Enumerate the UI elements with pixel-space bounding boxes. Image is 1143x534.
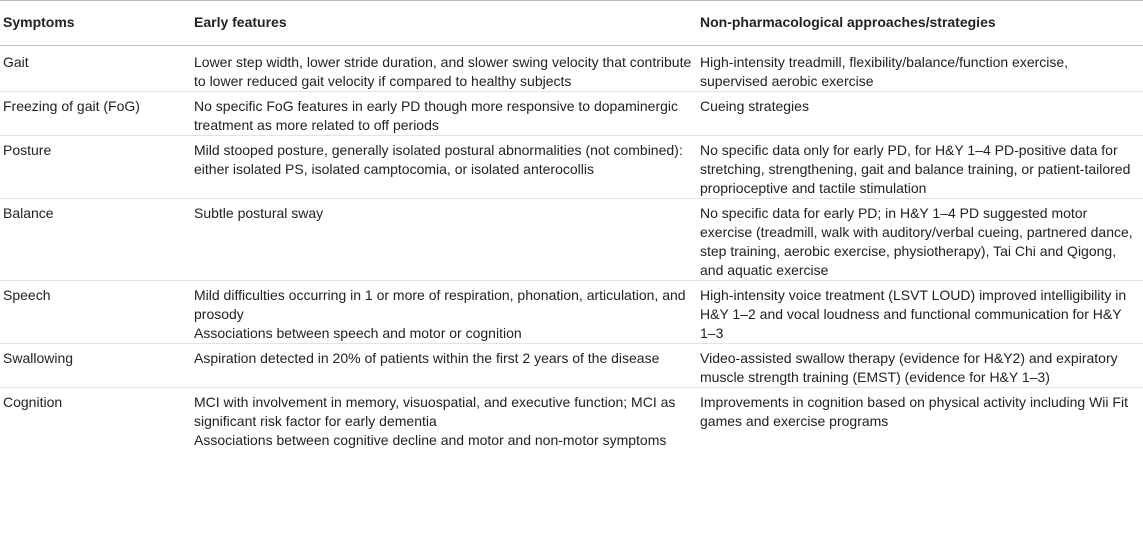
approach-text: No specific data only for early PD, for H&Y 1–4 PD-positive data for stretching, strengthening, gait and balance training, or patient-tailored proprioceptive and tactile stimulation [700,142,1131,196]
symptom-cell: Swallowing [0,344,190,388]
table-row [0,136,1143,199]
table-row [0,344,1143,388]
header-row [0,1,1143,46]
features-cell [190,281,696,344]
features-cell [190,136,696,199]
features-cell [190,46,696,92]
feature-text: MCI with involvement in memory, visuospatial, and executive function; MCI as significant risk factor for early dementia [194,394,676,429]
table-row [0,92,1143,136]
table-row [0,388,1143,451]
approaches-cell [696,344,1143,388]
feature-text: Lower step width, lower stride duration, and slower swing velocity that contribute to lower reduced gait velocity if compared to healthy subjects [194,54,692,89]
table-body [0,46,1143,451]
table-row [0,199,1143,281]
symptom-cell: Balance [0,199,190,281]
features-cell [190,199,696,281]
header-early-features: Early features [190,1,696,46]
symptom-cell: Cognition [0,388,190,451]
symptom-cell: Gait [3,54,29,70]
symptom-cell: Freezing of gait (FoG) [0,92,190,136]
symptom-cell: Speech [0,281,190,344]
feature-text: Aspiration detected in 20% of patients within the first 2 years of the disease [194,350,660,366]
feature-text: Mild stooped posture, generally isolated postural abnormalities (not combined): either isolated PS, isolated camptocomia, or isolated anterocollis [194,142,683,177]
approaches-cell [696,281,1143,344]
table-header [0,1,1143,46]
features-cell [190,344,696,388]
symptom-cell: Posture [0,136,190,199]
header-approaches: Non-pharmacological approaches/strategies [696,1,1143,46]
feature-text: No specific FoG features in early PD though more responsive to dopaminergic treatment as more related to off periods [194,98,679,133]
feature-text: Associations between cognitive decline and motor and non-motor symptoms [194,432,667,448]
approaches-cell [696,388,1143,451]
approach-text: No specific data for early PD; in H&Y 1–4 PD suggested motor exercise (treadmill, walk with auditory/verbal cueing, partnered dance, step training, aerobic exercise, physiotherapy), Tai Chi and Qigong, and aquatic exercise [700,205,1133,278]
header-symptoms: Symptoms [0,1,190,46]
feature-text: Associations between speech and motor or cognition [194,325,522,341]
approach-text: Improvements in cognition based on physical activity including Wii Fit games and exercise programs [700,394,1128,429]
feature-text: Mild difficulties occurring in 1 or more of respiration, phonation, articulation, and prosody [194,287,686,322]
approach-text: High-intensity treadmill, flexibility/balance/function exercise, supervised aerobic exercise [700,54,1069,89]
approaches-cell [696,46,1143,92]
approaches-cell [696,199,1143,281]
approaches-cell [696,92,1143,136]
approach-text: Cueing strategies [700,98,809,114]
approaches-cell [696,136,1143,199]
approach-text: Video-assisted swallow therapy (evidence for H&Y2) and expiratory muscle strength training (EMST) (evidence for H&Y 1–3) [700,350,1118,385]
features-cell [190,388,696,451]
table-row [0,281,1143,344]
feature-text: Subtle postural sway [194,205,324,221]
approach-text: High-intensity voice treatment (LSVT LOUD) improved intelligibility in H&Y 1–2 and vocal loudness and functional communication for H&Y 1–3 [700,287,1127,341]
table-row [0,46,1143,92]
features-cell [190,92,696,136]
